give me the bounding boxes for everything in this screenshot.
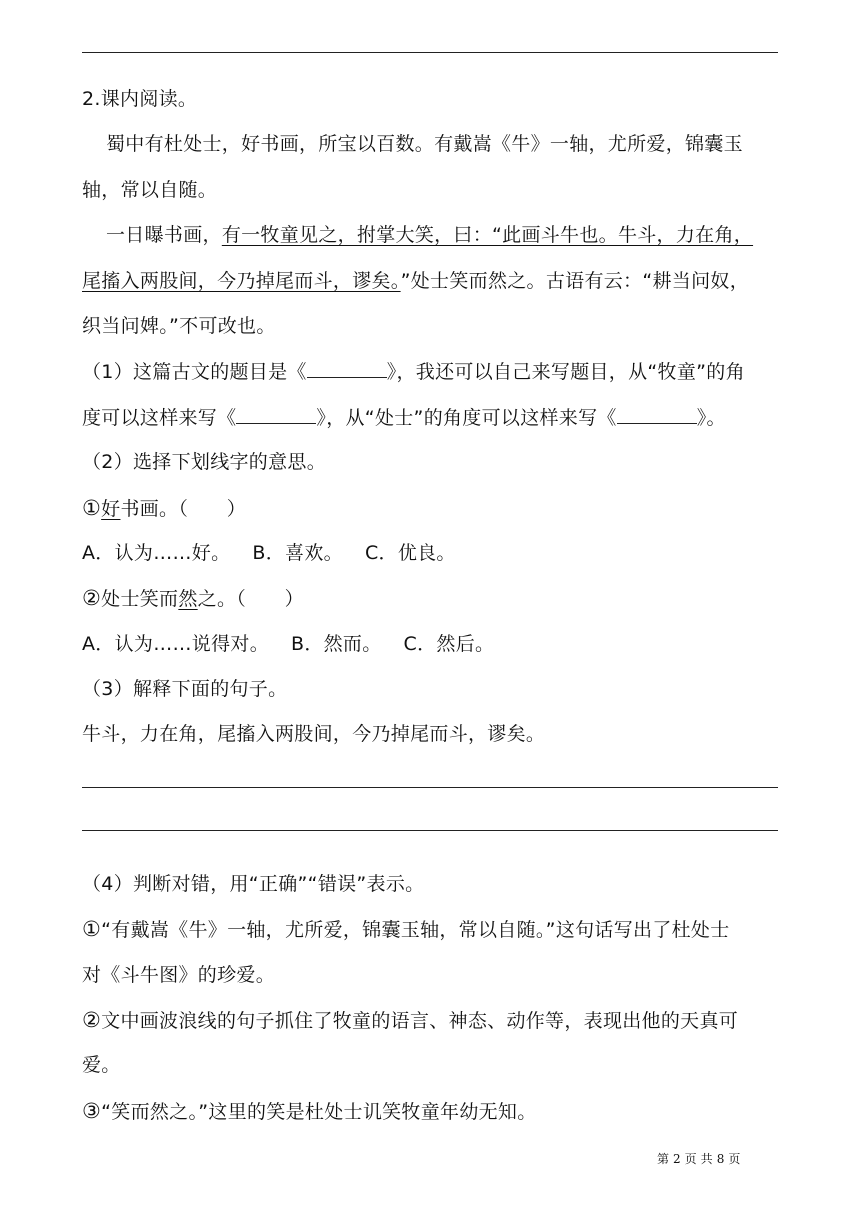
q4-statement-1-cont: 对《斗牛图》的珍爱。	[82, 963, 276, 986]
total-pages: 8	[716, 1152, 725, 1166]
q4-statement-3	[82, 1100, 778, 1122]
footer-label: 页	[728, 1152, 741, 1166]
herdboy-title-blank[interactable]	[236, 406, 316, 424]
q2-item1-text: 书画。（ ）	[120, 497, 247, 520]
q1-text: 》，从“处士”的角度可以这样来写《	[316, 406, 617, 429]
answer-line-1[interactable]	[82, 787, 778, 788]
circled-number: ①	[82, 495, 102, 520]
q3-sentence: 牛斗，力在角，尾搐入两股间，今乃掉尾而斗，谬矣。	[82, 723, 546, 746]
q1-line2	[82, 406, 778, 428]
underlined-char: 好	[101, 497, 121, 520]
passage-text: ”处士笑而然之。古语有云：“耕当问奴，	[400, 269, 749, 292]
underlined-char: 然	[178, 588, 198, 611]
title-blank[interactable]	[307, 360, 387, 378]
circled-number: ①	[82, 917, 102, 942]
statement-text: “笑而然之。”这里的笑是杜处士讥笑牧童年幼无知。	[101, 1100, 537, 1123]
passage-p1-line2: 轴，常以自随。	[82, 178, 218, 201]
q3-prompt: （3）解释下面的句子。	[82, 678, 288, 701]
answer-line-2[interactable]	[82, 830, 778, 831]
option-a[interactable]: A．认为……说得对。	[82, 632, 269, 655]
q2-item2-options	[82, 633, 778, 655]
option-c[interactable]: C．然后。	[403, 632, 495, 655]
q1-line1	[82, 360, 778, 382]
q1-text: 度可以这样来写《	[82, 406, 237, 429]
q4-statement-2	[82, 1009, 778, 1031]
footer-label: 第	[657, 1152, 670, 1166]
option-b[interactable]: B．喜欢。	[252, 541, 343, 564]
circled-number: ③	[82, 1098, 102, 1123]
footer-label: 共	[700, 1152, 713, 1166]
q2-item2-text: 之。（ ）	[197, 588, 304, 611]
header-rule	[82, 52, 778, 53]
q2-item1-options	[82, 542, 778, 564]
passage-p1-line1: 蜀中有杜处士，好书画，所宝以百数。有戴嵩《牛》一轴，尤所爱，锦囊玉	[106, 133, 743, 156]
option-b[interactable]: B．然而。	[291, 632, 382, 655]
underlined-sentence: 尾搐入两股间，今乃掉尾而斗，谬矣。	[82, 269, 401, 292]
circled-number: ②	[82, 586, 102, 611]
option-a[interactable]: A．认为……好。	[82, 541, 231, 564]
scholar-title-blank[interactable]	[617, 406, 697, 424]
q2-prompt: （2）选择下划线字的意思。	[82, 451, 326, 474]
passage-p2-line1	[82, 224, 778, 246]
q2-item2-text: 处士笑而	[101, 588, 179, 611]
question-heading: 2.课内阅读。	[82, 88, 198, 110]
circled-number: ②	[82, 1008, 102, 1033]
page-number	[657, 1150, 744, 1167]
statement-text: 文中画波浪线的句子抓住了牧童的语言、神态、动作等，表现出他的天真可	[101, 1010, 739, 1033]
q1-text: （1）这篇古文的题目是《	[82, 361, 307, 384]
current-page: 2	[673, 1152, 681, 1166]
q1-text: 》，我还可以自己来写题目，从“牧童”的角	[386, 361, 745, 384]
question-block	[82, 88, 778, 1145]
passage-text: 一日曝书画，	[106, 224, 222, 247]
underlined-sentence: 有一牧童见之，拊掌大笑，曰：“此画斗牛也。牛斗，力在角，	[221, 224, 754, 247]
footer-label: 页	[684, 1152, 697, 1166]
q4-statement-2-cont: 爱。	[82, 1054, 121, 1077]
passage-p2-line3: 织当问婢。”不可改也。	[82, 314, 276, 337]
statement-text: “有戴嵩《牛》一轴，尤所爱，锦囊玉轴，常以自随。”这句话写出了杜处士	[101, 919, 730, 942]
q4-prompt: （4）判断对错，用“正确”“错误”表示。	[82, 872, 425, 895]
q2-item2	[82, 587, 778, 609]
option-c[interactable]: C．优良。	[364, 541, 456, 564]
q1-text: 》。	[696, 406, 726, 429]
q4-statement-1	[82, 918, 778, 940]
q2-item1	[82, 497, 778, 519]
passage-p2-line2	[82, 270, 778, 292]
